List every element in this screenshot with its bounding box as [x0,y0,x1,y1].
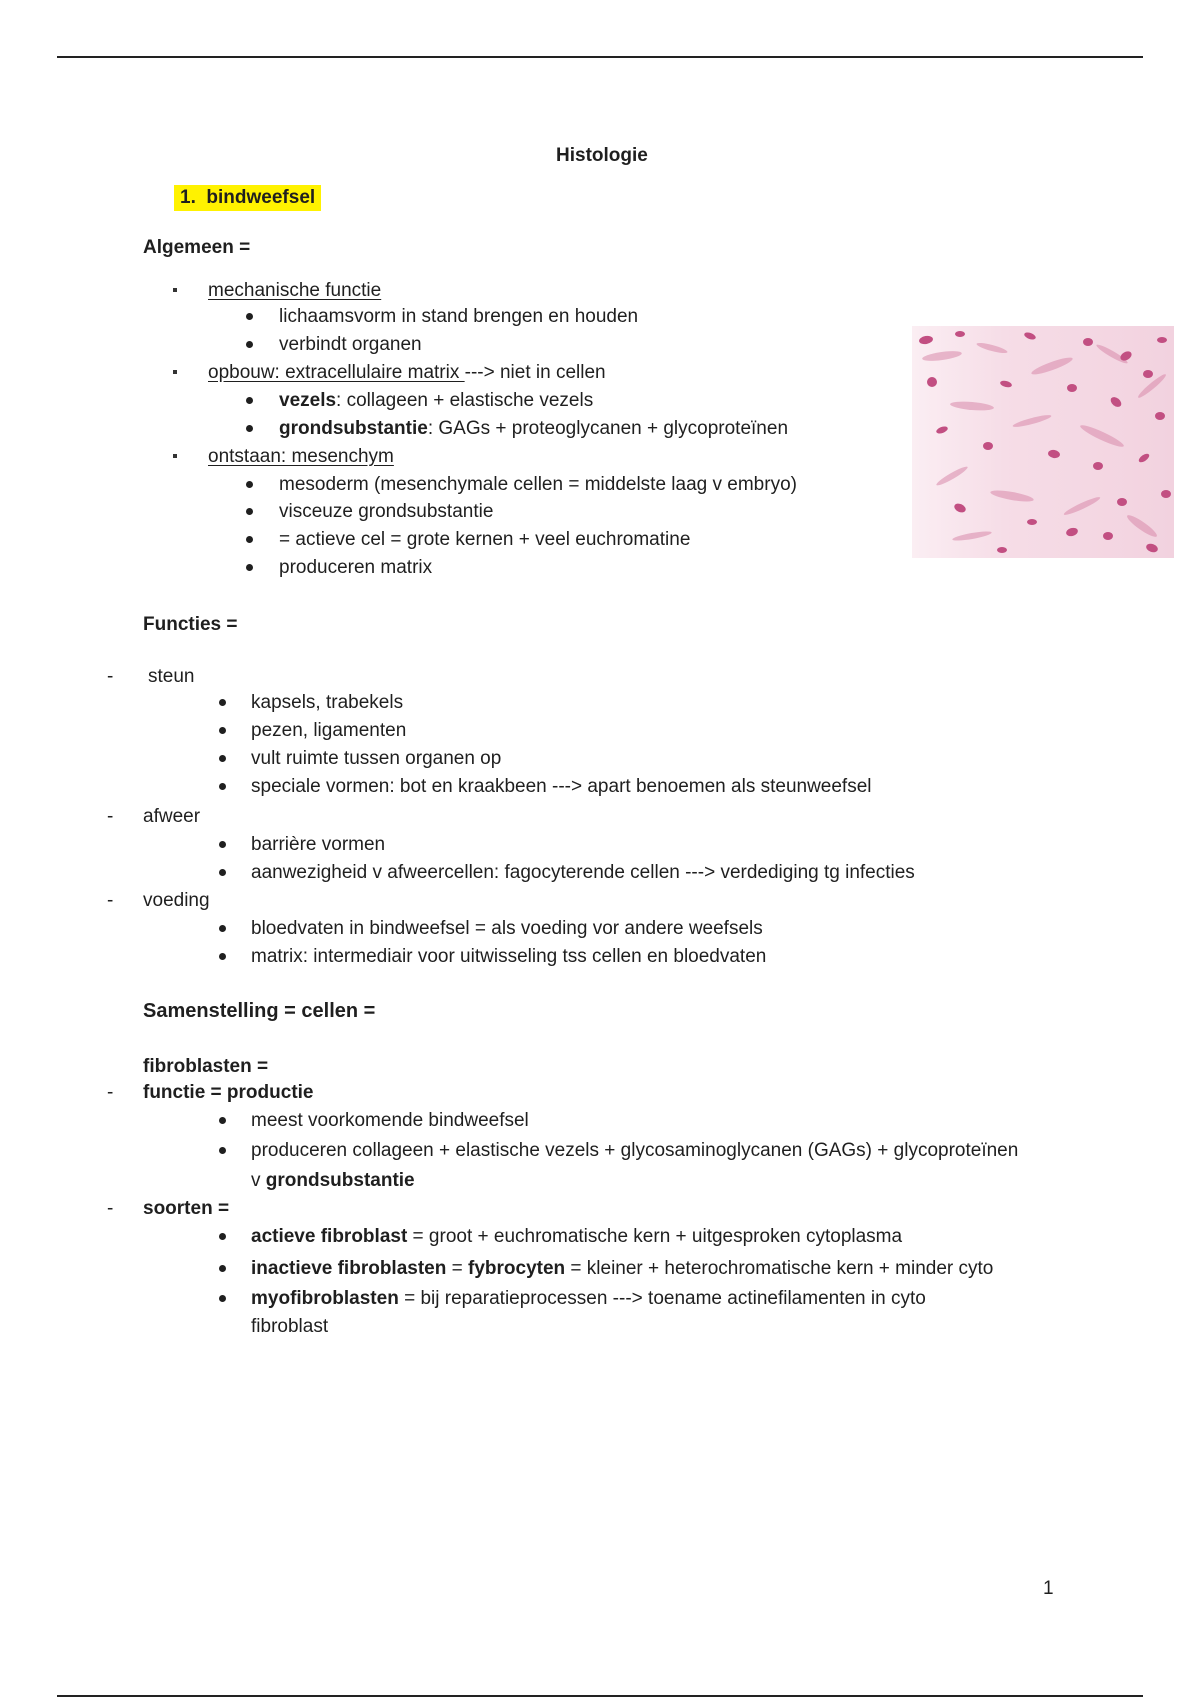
group-label-voeding: voeding [143,890,210,911]
list-item: bloedvaten in bindweefsel = als voeding vor andere weefsels [251,918,763,939]
bullet [219,783,226,790]
bullet [219,1147,226,1154]
list-item: verbindt organen [279,334,422,355]
list-item: mesoderm (mesenchymale cellen = middelste laag v embryo) [279,474,797,495]
bullet [219,1117,226,1124]
bullet [246,481,253,488]
bullet [219,699,226,706]
definition: = kleiner + heterochromatische kern + minder cyto [565,1258,994,1279]
bullet [246,564,253,571]
bullet [219,727,226,734]
mechanisch-label: mechanische functie [208,280,382,301]
bullet [246,341,253,348]
list-item: kapsels, trabekels [251,692,404,713]
term: fybrocyten [468,1258,566,1279]
dash-bullet: - [107,806,114,827]
list-item: visceuze grondsubstantie [279,501,494,522]
square-bullet [173,288,177,292]
list-item [251,1225,902,1249]
definition: : GAGs + proteoglycanen + glycoproteïnen [427,418,789,439]
section-label: bindweefsel [206,187,316,208]
definition: = bij reparatieprocessen ---> toename actinefilamenten in cyto [398,1288,926,1309]
section-number: 1. [180,187,196,208]
bullet [246,397,253,404]
dash-bullet: - [107,666,114,687]
bullet [246,425,253,432]
page-number: 1 [1043,1578,1054,1599]
functie-label: functie = productie [143,1082,314,1103]
list-item: matrix: intermediair voor uitwisseling tss cellen en bloedvaten [251,946,767,967]
opbouw-suffix: ---> niet in cellen [464,362,606,383]
list-item [251,1287,926,1311]
list-item: barrière vormen [251,834,386,855]
square-bullet [173,370,177,374]
bullet [219,841,226,848]
bullet [219,869,226,876]
section-heading [174,186,321,210]
bullet [219,1295,226,1302]
page-title: Histologie [556,145,648,166]
term: inactieve fibroblasten [251,1258,447,1279]
bullet [219,925,226,932]
list-item [279,417,788,441]
square-bullet [173,454,177,458]
bullet [246,313,253,320]
functies-heading: Functies = [143,614,238,635]
text: v [251,1170,266,1191]
header-rule [57,56,1143,58]
list-item-continuation [251,1169,415,1193]
term: grondsubstantie [265,1170,415,1191]
ontstaan-label: ontstaan: mesenchym [208,446,394,467]
dash-bullet: - [107,1082,114,1103]
algemeen-heading: Algemeen = [143,237,251,258]
bullet [246,508,253,515]
list-item: vult ruimte tussen organen op [251,748,502,769]
list-item: speciale vormen: bot en kraakbeen ---> apart benoemen als steunweefsel [251,776,872,797]
list-item: = actieve cel = grote kernen + veel euchromatine [279,529,691,550]
list-item: produceren matrix [279,557,433,578]
fibroblasten-heading: fibroblasten = [143,1056,269,1077]
histology-micrograph-image [912,326,1174,558]
soorten-label: soorten = [143,1198,230,1219]
list-item-continuation: fibroblast [251,1316,329,1337]
list-item [251,1257,993,1281]
opbouw-label: opbouw: extracellulaire matrix [208,362,465,383]
term: actieve fibroblast [251,1226,408,1247]
opbouw-line [208,361,606,385]
group-label-afweer: afweer [143,806,201,827]
list-item: aanwezigheid v afweercellen: fagocyterende cellen ---> verdediging tg infecties [251,862,915,883]
list-item: lichaamsvorm in stand brengen en houden [279,306,639,327]
definition: : collageen + elastische vezels [336,390,594,411]
bullet [219,1233,226,1240]
samenstelling-heading: Samenstelling = cellen = [143,1000,376,1022]
list-item: pezen, ligamenten [251,720,407,741]
definition: = groot + euchromatische kern + uitgesproken cytoplasma [407,1226,903,1247]
text: = [446,1258,468,1279]
bullet [219,755,226,762]
term: vezels [279,390,337,411]
dash-bullet: - [107,890,114,911]
bullet [219,953,226,960]
term: myofibroblasten [251,1288,399,1309]
bullet [219,1265,226,1272]
list-item: meest voorkomende bindweefsel [251,1110,529,1131]
list-item [279,389,593,413]
footer-rule [57,1695,1143,1697]
group-label-steun: steun [148,666,195,687]
bullet [246,536,253,543]
list-item: produceren collageen + elastische vezels + glycosaminoglycanen (GAGs) + glycoproteïnen [251,1140,1019,1161]
dash-bullet: - [107,1198,114,1219]
term: grondsubstantie [279,418,428,439]
